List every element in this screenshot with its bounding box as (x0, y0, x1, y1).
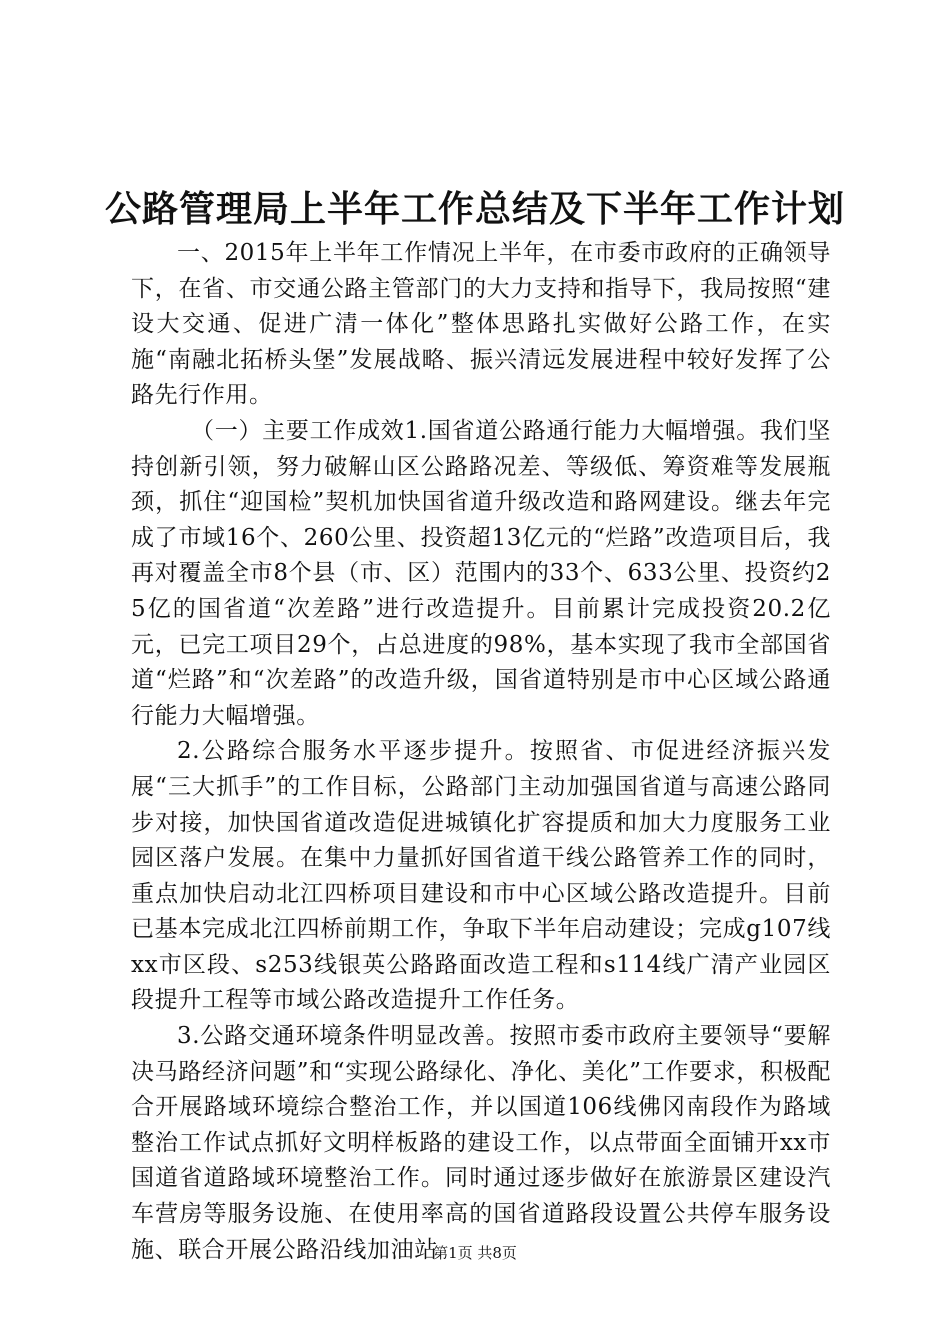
paragraph-highway-capacity: （一）主要工作成效1.国省道公路通行能力大幅增强。我们坚持创新引领，努力破解山区公路路况差、等级低、筹资难等发展瓶颈，抓住“迎国检”契机加快国省道升级改造和路网建设。继去年完成了市域16个、260公里、投资超13亿元的“烂路”改造项目后，我再对覆盖全市8个县（市、区）范围内的33个、633公里、投资约25亿的国省道“次差路”进行改造提升。目前累计完成投资20.2亿元，已完工项目29个，占总进度的98%，基本实现了我市全部国省道“烂路”和“次差路”的改造升级，国省道特别是市中心区域公路通行能力大幅增强。 (131, 417, 831, 729)
document-body (131, 236, 831, 1268)
page-number-footer: 第1页 共8页 (433, 1244, 517, 1262)
paragraph-service-level: 2.公路综合服务水平逐步提升。按照省、市促进经济振兴发展“三大抓手”的工作目标，公路部门主动加强国省道与高速公路同步对接，加快国省道改造促进城镇化扩容提质和加大力度服务工业园区落户发展。在集中力量抓好国省道干线公路管养工作的同时，重点加快启动北江四桥项目建设和市中心区域公路改造提升。目前已基本完成北江四桥前期工作，争取下半年启动建设；完成g107线xx市区段、s253线银英公路路面改造工程和s114线广清产业园区段提升工程等市域公路改造提升工作任务。 (131, 738, 831, 1014)
document-title: 公路管理局上半年工作总结及下半年工作计划 (104, 189, 845, 230)
paragraph-traffic-environment: 3.公路交通环境条件明显改善。按照市委市政府主要领导“要解决马路经济问题”和“实现公路绿化、净化、美化”工作要求，积极配合开展路域环境综合整治工作，并以国道106线佛冈南段作为路域整治工作试点抓好文明样板路的建设工作，以点带面全面铺开xx市国道省道路域环境整治工作。同时通过逐步做好在旅游景区建设汽车营房等服务设施、在使用率高的国省道路段设置公共停车服务设施、联合开展公路沿线加油站 (131, 1023, 831, 1263)
paragraph-overview: 一、2015年上半年工作情况上半年，在市委市政府的正确领导下，在省、市交通公路主管部门的大力支持和指导下，我局按照“建设大交通、促进广清一体化”整体思路扎实做好公路工作，在实施“南融北拓桥头堡”发展战略、振兴清远发展进程中较好发挥了公路先行作用。 (131, 240, 831, 409)
